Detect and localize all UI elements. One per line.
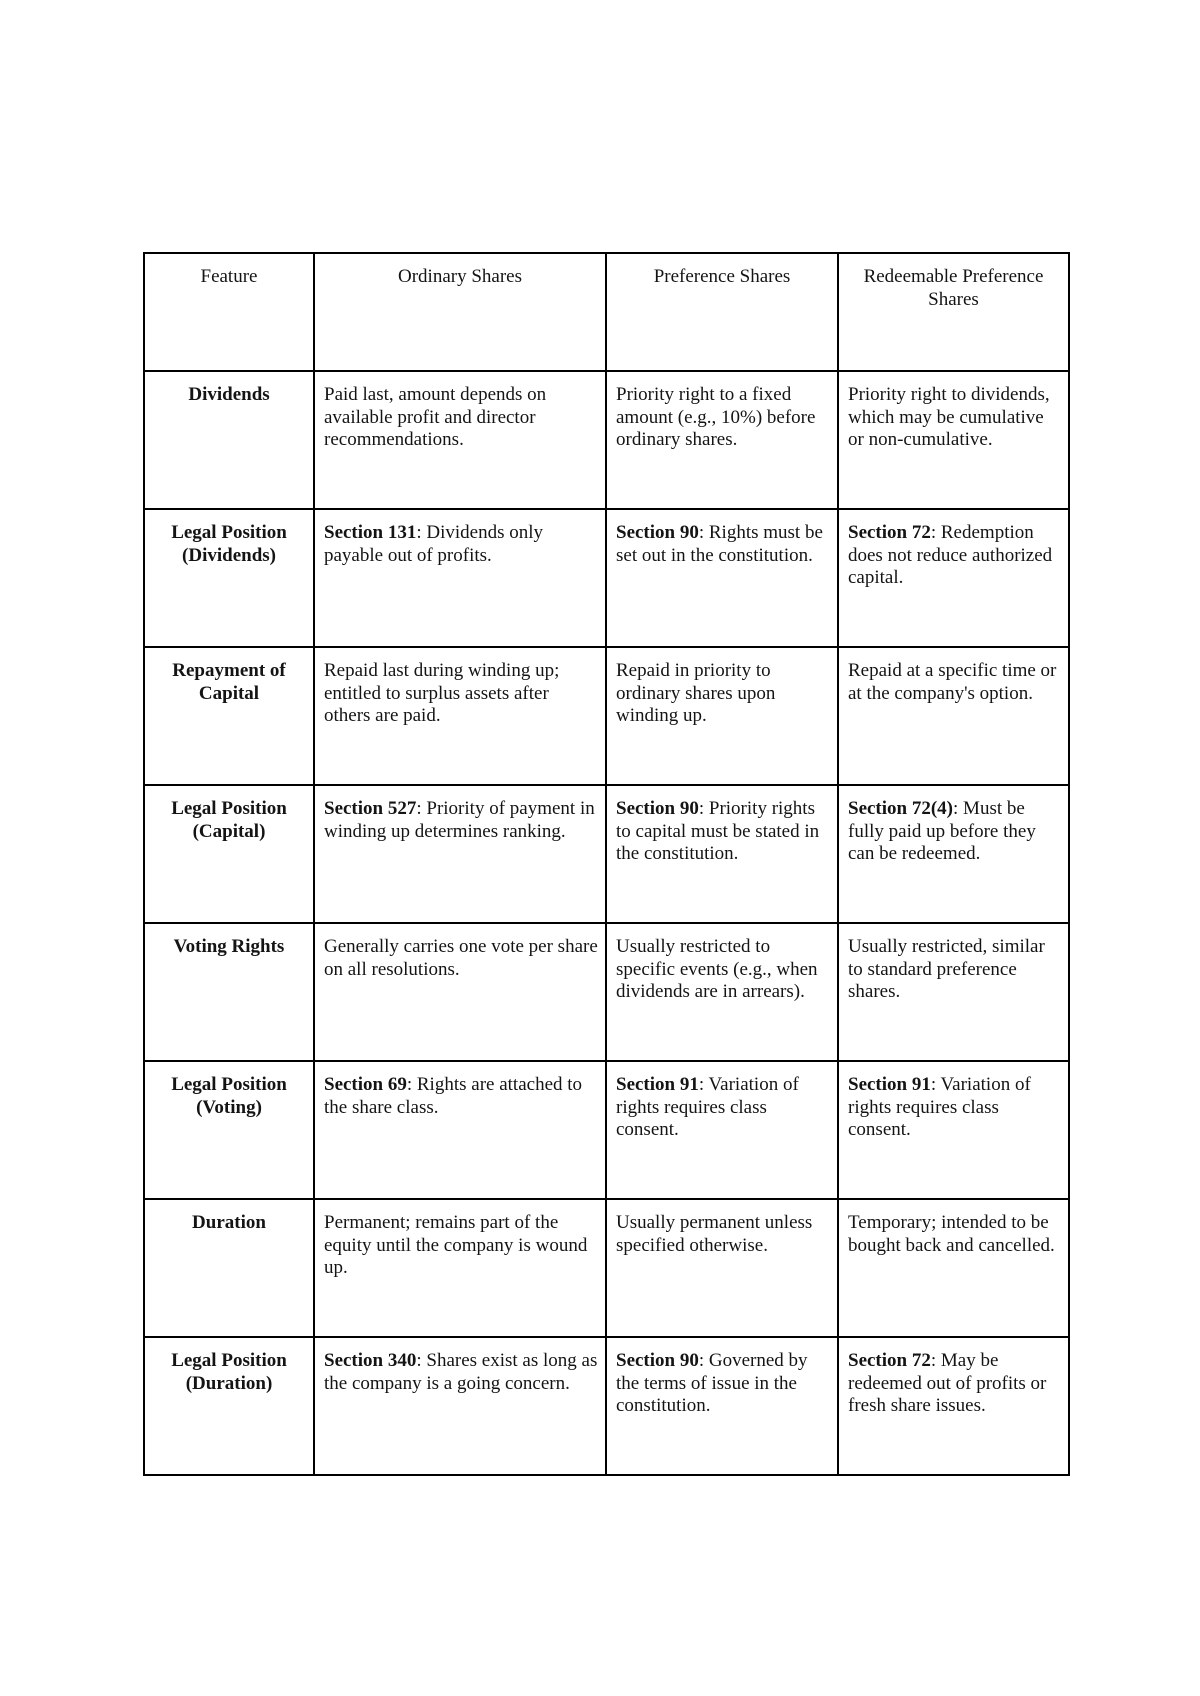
cell-text: Repaid in priority to ordinary shares upon winding up. [616,660,776,726]
column-header-redeemable-preference-shares: Redeemable Preference Shares [838,253,1069,371]
cell-redeemable-preference-shares [838,1337,1069,1475]
section-reference: Section 69 [324,1074,407,1095]
cell-text: : Rights are attached to the share class. [324,1074,583,1118]
section-reference: Section 90 [616,798,699,819]
feature-label: Voting Rights [144,923,314,1061]
cell-preference-shares [606,1199,838,1337]
table-row-repayment-of-capital [144,647,1069,785]
section-reference: Section 72(4) [848,798,954,819]
cell-redeemable-preference-shares [838,923,1069,1061]
cell-text: Priority right to dividends, which may be cumulative or non-cumulative. [848,384,1050,450]
cell-preference-shares [606,1337,838,1475]
cell-text: Temporary; intended to be bought back and cancelled. [848,1212,1055,1256]
cell-redeemable-preference-shares [838,785,1069,923]
cell-redeemable-preference-shares [838,509,1069,647]
cell-redeemable-preference-shares [838,1199,1069,1337]
cell-preference-shares [606,923,838,1061]
cell-preference-shares [606,509,838,647]
cell-text: Usually restricted to specific events (e.g., when dividends are in arrears). [616,936,818,1002]
cell-text: Repaid at a specific time or at the company's option. [848,660,1057,704]
cell-text: : Priority rights to capital must be stated in the constitution. [616,798,820,864]
cell-text: Permanent; remains part of the equity until the company is wound up. [324,1212,588,1278]
cell-text: Repaid last during winding up; entitled to surplus assets after others are paid. [324,660,560,726]
section-reference: Section 72 [848,522,931,543]
share-comparison-table [143,252,1070,1476]
cell-ordinary-shares [314,785,606,923]
cell-text: Priority right to a fixed amount (e.g., 10%) before ordinary shares. [616,384,816,450]
feature-label: Legal Position (Voting) [144,1061,314,1199]
cell-text: Generally carries one vote per share on all resolutions. [324,936,598,980]
feature-label: Repayment of Capital [144,647,314,785]
section-reference: Section 91 [848,1074,931,1095]
feature-label: Legal Position (Capital) [144,785,314,923]
cell-ordinary-shares [314,1337,606,1475]
cell-text: : Variation of rights requires class consent. [848,1074,1031,1140]
cell-text: : Governed by the terms of issue in the constitution. [616,1350,808,1416]
feature-label: Legal Position (Dividends) [144,509,314,647]
table-row-legal-position-duration [144,1337,1069,1475]
cell-text: : Dividends only payable out of profits. [324,522,544,566]
cell-preference-shares [606,371,838,509]
cell-redeemable-preference-shares [838,647,1069,785]
table-row-legal-position-voting [144,1061,1069,1199]
table-row-voting-rights [144,923,1069,1061]
cell-redeemable-preference-shares [838,371,1069,509]
cell-text: : Must be fully paid up before they can be redeemed. [848,798,1036,864]
cell-ordinary-shares [314,1199,606,1337]
cell-text: : Variation of rights requires class consent. [616,1074,799,1140]
cell-preference-shares [606,1061,838,1199]
feature-label: Legal Position (Duration) [144,1337,314,1475]
cell-text: Paid last, amount depends on available profit and director recommendations. [324,384,547,450]
section-reference: Section 90 [616,1350,699,1371]
cell-ordinary-shares [314,647,606,785]
section-reference: Section 91 [616,1074,699,1095]
cell-ordinary-shares [314,1061,606,1199]
cell-text: : Rights must be set out in the constitution. [616,522,823,566]
cell-text: : May be redeemed out of profits or fresh share issues. [848,1350,1047,1416]
table-row-duration [144,1199,1069,1337]
section-reference: Section 90 [616,522,699,543]
table-row-legal-position-capital [144,785,1069,923]
table-header [144,253,1069,371]
column-header-feature: Feature [144,253,314,371]
table-row-dividends [144,371,1069,509]
section-reference: Section 131 [324,522,417,543]
cell-ordinary-shares [314,371,606,509]
cell-preference-shares [606,785,838,923]
cell-text: Usually permanent unless specified otherwise. [616,1212,813,1256]
section-reference: Section 527 [324,798,417,819]
cell-text: : Priority of payment in winding up determines ranking. [324,798,595,842]
header-row [144,253,1069,371]
cell-text: : Redemption does not reduce authorized capital. [848,522,1053,588]
cell-text: Usually restricted, similar to standard preference shares. [848,936,1045,1002]
feature-label: Duration [144,1199,314,1337]
column-header-ordinary-shares: Ordinary Shares [314,253,606,371]
table-body [144,371,1069,1475]
feature-label: Dividends [144,371,314,509]
column-header-preference-shares: Preference Shares [606,253,838,371]
table-row-legal-position-dividends [144,509,1069,647]
section-reference: Section 72 [848,1350,931,1371]
cell-preference-shares [606,647,838,785]
cell-ordinary-shares [314,509,606,647]
section-reference: Section 340 [324,1350,417,1371]
cell-ordinary-shares [314,923,606,1061]
cell-text: : Shares exist as long as the company is a going concern. [324,1350,598,1394]
cell-redeemable-preference-shares [838,1061,1069,1199]
